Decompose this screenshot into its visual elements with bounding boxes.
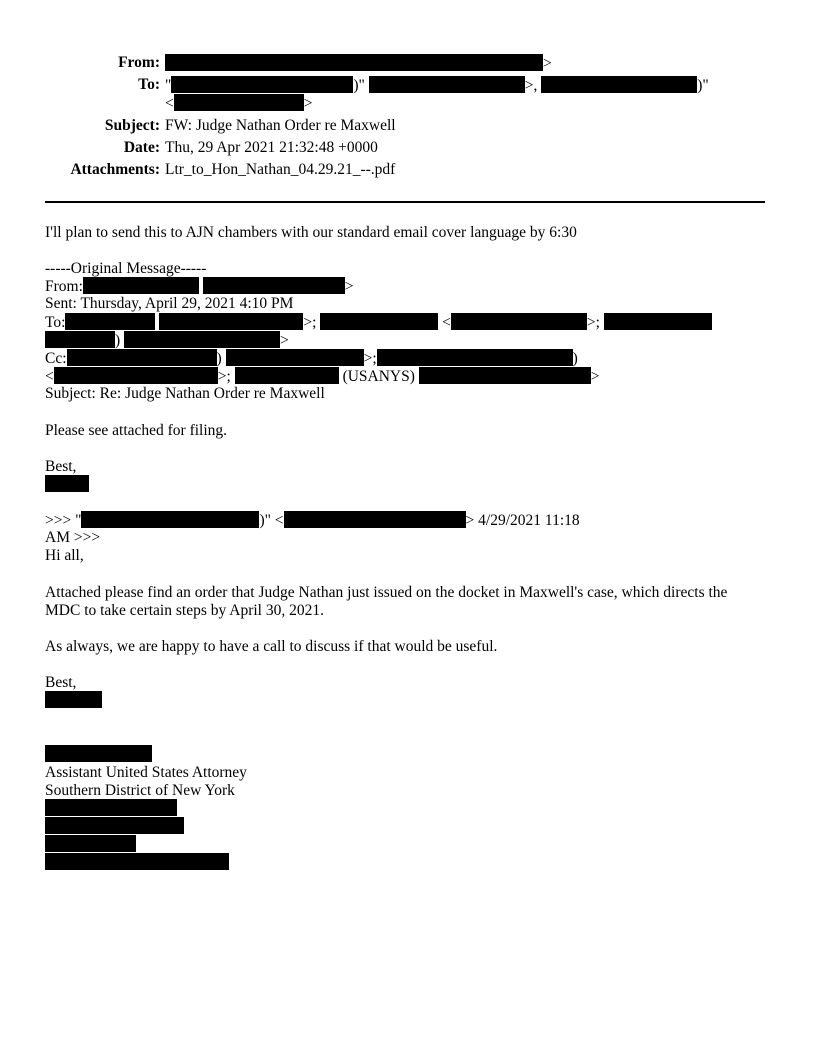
- header-divider: [45, 201, 765, 203]
- redaction: [54, 367, 218, 384]
- quote-header-cont: AM >>>: [45, 529, 101, 546]
- attachments-label: Attachments:: [70, 161, 160, 178]
- best-text-2: Best,: [45, 674, 77, 691]
- subject-value: FW: Judge Nathan Order re Maxwell: [165, 117, 396, 134]
- quote-header-line: >>> " )" < > 4/29/2021 11:18: [45, 512, 580, 529]
- orig-cc-line-cont: < >; (USANYS) >: [45, 368, 600, 385]
- attachment-link[interactable]: Ltr_to_Hon_Nathan_04.29.21_--.pdf: [165, 161, 396, 178]
- redaction: [159, 313, 303, 330]
- redaction: [226, 349, 364, 366]
- from-label: From:: [118, 54, 160, 71]
- sent-line: Sent: Thursday, April 29, 2021 4:10 PM: [45, 295, 294, 312]
- redaction-attorney-name: [45, 745, 152, 762]
- redaction: [165, 54, 543, 71]
- redaction: [83, 277, 199, 294]
- redaction: [45, 331, 115, 348]
- original-message-marker: -----Original Message-----: [45, 260, 207, 277]
- redaction: [124, 331, 280, 348]
- redaction: [171, 76, 353, 93]
- redaction: [419, 367, 591, 384]
- intro-text: I'll plan to send this to AJN chambers with our standard email cover language by 6:30: [45, 224, 577, 241]
- from-value: >: [165, 54, 552, 73]
- hi-all-text: Hi all,: [45, 547, 84, 564]
- signature-office: Southern District of New York: [45, 782, 235, 799]
- redaction: [541, 76, 697, 93]
- to-value-cont: < >: [165, 95, 313, 112]
- date-value: Thu, 29 Apr 2021 21:32:48 +0000: [165, 139, 378, 156]
- orig-from-line: From: >: [45, 278, 354, 295]
- redaction-contact: [45, 835, 136, 852]
- attached-paragraph-line-2: MDC to take certain steps by April 30, 2021.: [45, 602, 324, 619]
- redaction-contact: [45, 799, 177, 816]
- redaction-signature-name: [45, 691, 102, 708]
- to-value: " )" >, )": [165, 77, 709, 94]
- orig-to-label: To:: [45, 314, 66, 331]
- redaction: [369, 76, 525, 93]
- attached-paragraph-line-1: Attached please find an order that Judge Nathan just issued on the docket in Maxwell's case, which directs the: [45, 584, 728, 601]
- redaction: [81, 511, 259, 528]
- redaction-signature-name: [45, 475, 89, 492]
- redaction: [320, 313, 438, 330]
- redaction: [604, 313, 712, 330]
- to-label: To:: [138, 76, 160, 93]
- subject-label: Subject:: [104, 117, 160, 134]
- orig-cc-label: Cc:: [45, 350, 67, 367]
- redaction: [377, 349, 573, 366]
- redaction: [284, 511, 466, 528]
- orig-from-label: From:: [45, 278, 83, 295]
- redaction: [235, 367, 339, 384]
- redaction-contact: [45, 853, 229, 870]
- redaction: [67, 349, 217, 366]
- redaction: [203, 277, 345, 294]
- redaction-contact: [45, 817, 184, 834]
- signature-title: Assistant United States Attorney: [45, 764, 247, 781]
- usanys-text: (USANYS): [342, 368, 415, 385]
- date-label: Date:: [123, 139, 160, 156]
- orig-cc-line: Cc: ) >; ): [45, 350, 578, 367]
- orig-subject-line: Subject: Re: Judge Nathan Order re Maxwell: [45, 385, 325, 402]
- orig-to-line: To: >; < >;: [45, 313, 712, 331]
- please-see-text: Please see attached for filing.: [45, 422, 228, 439]
- redaction: [65, 313, 155, 330]
- redaction: [174, 94, 304, 111]
- redaction: [451, 313, 587, 330]
- as-always-text: As always, we are happy to have a call to discuss if that would be useful.: [45, 638, 498, 655]
- orig-to-line-cont: ) >: [45, 331, 289, 349]
- best-text-1: Best,: [45, 458, 77, 475]
